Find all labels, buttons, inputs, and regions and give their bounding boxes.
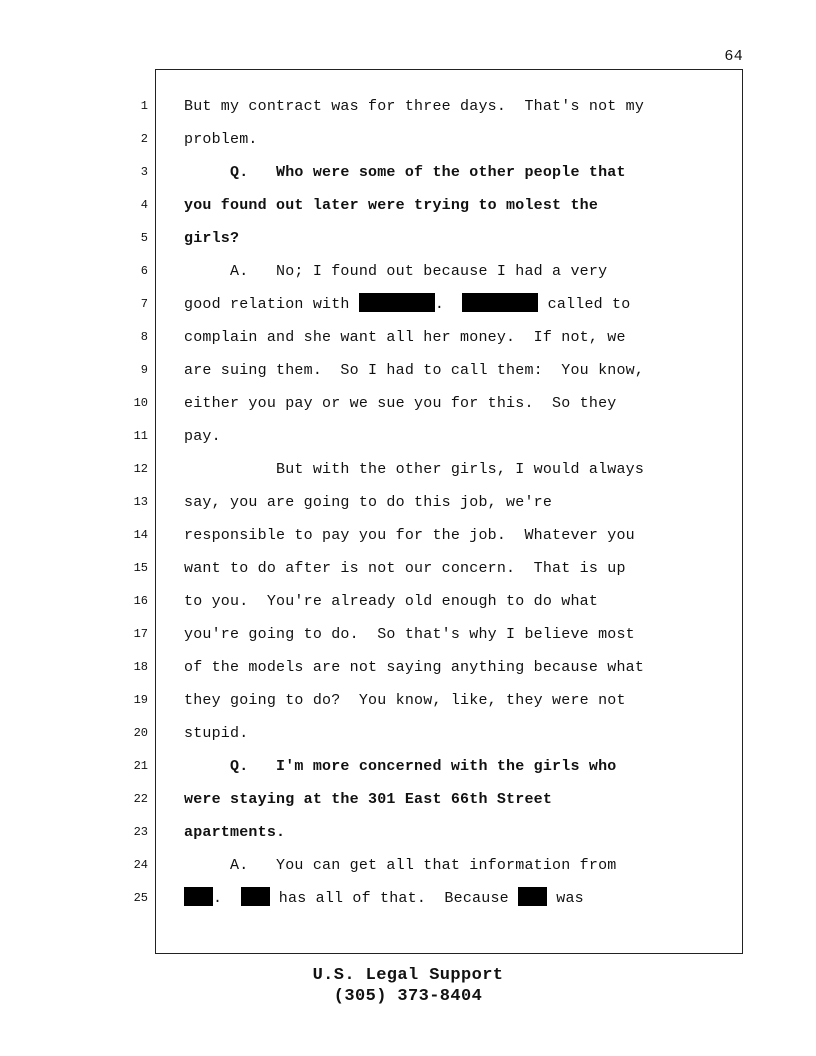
line-segment: called to (538, 296, 631, 313)
line-number: 3 (140, 165, 148, 179)
transcript-line (0, 222, 816, 255)
transcript-line (0, 123, 816, 156)
transcript-line (0, 486, 816, 519)
transcript-line (0, 156, 816, 189)
line-number: 11 (133, 429, 148, 443)
line-text: pay. (184, 428, 221, 445)
line-segment: good relation with (184, 296, 359, 313)
line-text: they going to do? You know, like, they were not (184, 692, 626, 709)
line-text: say, you are going to do this job, we're (184, 494, 553, 511)
line-number: 4 (140, 198, 148, 212)
transcript-line (0, 882, 816, 915)
transcript-line (0, 321, 816, 354)
transcript-line (0, 552, 816, 585)
redaction-bar (518, 887, 547, 906)
line-number: 16 (133, 594, 148, 608)
line-segment: . (213, 890, 241, 907)
line-text: either you pay or we sue you for this. So they (184, 395, 617, 412)
line-text: to you. You're already old enough to do what (184, 593, 599, 610)
line-number: 17 (133, 627, 148, 641)
question-text: you found out later were trying to molest the (184, 197, 599, 214)
line-number: 15 (133, 561, 148, 575)
line-number: 8 (140, 330, 148, 344)
line-text: But my contract was for three days. That's not my (184, 98, 645, 115)
line-text: are suing them. So I had to call them: You know, (184, 362, 645, 379)
line-number: 19 (133, 693, 148, 707)
line-text: complain and she want all her money. If not, we (184, 329, 626, 346)
transcript-line (0, 354, 816, 387)
line-number: 14 (133, 528, 148, 542)
line-number: 2 (140, 132, 148, 146)
page-number: 64 (724, 48, 743, 65)
line-number: 7 (140, 297, 148, 311)
line-text: you're going to do. So that's why I believe most (184, 626, 635, 643)
redaction-bar (359, 293, 435, 312)
line-number: 6 (140, 264, 148, 278)
line-text-composite (184, 882, 584, 915)
line-number: 18 (133, 660, 148, 674)
question-text: were staying at the 301 East 66th Street (184, 791, 553, 808)
line-segment: has all of that. Because (269, 890, 519, 907)
transcript-line (0, 288, 816, 321)
line-number: 12 (133, 462, 148, 476)
line-number: 22 (133, 792, 148, 806)
transcript-line (0, 189, 816, 222)
question-text: apartments. (184, 824, 286, 841)
transcript-line (0, 783, 816, 816)
question-text: Q. Who were some of the other people that (184, 164, 626, 181)
transcript-line (0, 651, 816, 684)
transcript-line (0, 387, 816, 420)
question-text: Q. I'm more concerned with the girls who (184, 758, 617, 775)
transcript-line (0, 618, 816, 651)
line-text: of the models are not saying anything because what (184, 659, 645, 676)
transcript-line (0, 717, 816, 750)
line-number: 9 (140, 363, 148, 377)
line-number: 20 (133, 726, 148, 740)
transcript-line (0, 849, 816, 882)
line-text: But with the other girls, I would always (184, 461, 645, 478)
redaction-bar (462, 293, 538, 312)
line-segment: was (547, 890, 584, 907)
transcript-line (0, 816, 816, 849)
line-text: A. You can get all that information from (184, 857, 617, 874)
redaction-bar (184, 887, 213, 906)
footer-company: U.S. Legal Support (312, 966, 504, 985)
line-number: 23 (133, 825, 148, 839)
redaction-bar (241, 887, 270, 906)
question-text: girls? (184, 230, 240, 247)
footer-phone: (305) 373-8404 (333, 987, 483, 1006)
line-text: stupid. (184, 725, 249, 742)
transcript-line (0, 255, 816, 288)
line-number: 24 (133, 858, 148, 872)
transcript-line (0, 453, 816, 486)
line-text-composite (184, 288, 630, 321)
line-number: 25 (133, 891, 148, 905)
transcript-line (0, 750, 816, 783)
line-text: problem. (184, 131, 258, 148)
line-number: 1 (140, 99, 148, 113)
transcript-line (0, 519, 816, 552)
transcript-line (0, 90, 816, 123)
transcript-line (0, 585, 816, 618)
line-segment: . (434, 296, 463, 313)
line-number: 5 (140, 231, 148, 245)
transcript-line (0, 420, 816, 453)
line-text: responsible to pay you for the job. Whatever you (184, 527, 635, 544)
line-number: 10 (133, 396, 148, 410)
line-text: want to do after is not our concern. That is up (184, 560, 626, 577)
transcript-line (0, 684, 816, 717)
line-text: A. No; I found out because I had a very (184, 263, 608, 280)
line-number: 21 (133, 759, 148, 773)
line-number: 13 (133, 495, 148, 509)
